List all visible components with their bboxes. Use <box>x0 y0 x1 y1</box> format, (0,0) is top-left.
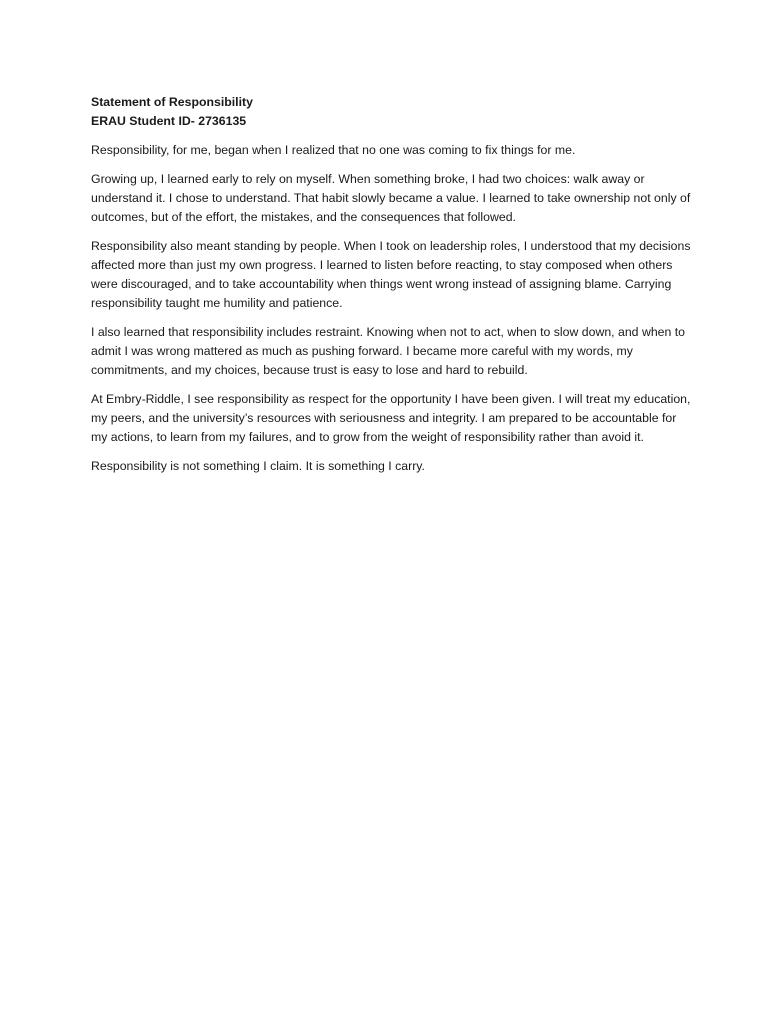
document-body <box>91 93 691 486</box>
document-header <box>91 93 691 131</box>
paragraph-6: Responsibility is not something I claim. It is something I carry. <box>91 459 425 473</box>
document-title: Statement of Responsibility <box>91 95 253 109</box>
paragraph-1: Responsibility, for me, began when I realized that no one was coming to fix things for me. <box>91 143 576 157</box>
paragraph-5: At Embry-Riddle, I see responsibility as respect for the opportunity I have been given. I will treat my education, my peers, and the university’s resources with seriousness and integrity. I am prepared to be accountable for my actions, to learn from my failures, and to grow from the weight of responsibility rather than avoid it. <box>91 392 691 444</box>
paragraph-2: Growing up, I learned early to rely on myself. When something broke, I had two choices: walk away or understand it. I chose to understand. That habit slowly became a value. I learned to take ownership not only of outcomes, but of the effort, the mistakes, and the consequences that followed. <box>91 172 691 224</box>
paragraph-3: Responsibility also meant standing by people. When I took on leadership roles, I understood that my decisions affected more than just my own progress. I learned to listen before reacting, to stay composed when others were discouraged, and to take accountability when things went wrong instead of assigning blame. Carrying responsibility taught me humility and patience. <box>91 239 691 310</box>
student-id-line: ERAU Student ID- 2736135 <box>91 114 247 128</box>
paragraph-4: I also learned that responsibility includes restraint. Knowing when not to act, when to slow down, and when to admit I was wrong mattered as much as pushing forward. I became more careful with my words, my commitments, and my choices, because trust is easy to lose and hard to rebuild. <box>91 325 686 377</box>
